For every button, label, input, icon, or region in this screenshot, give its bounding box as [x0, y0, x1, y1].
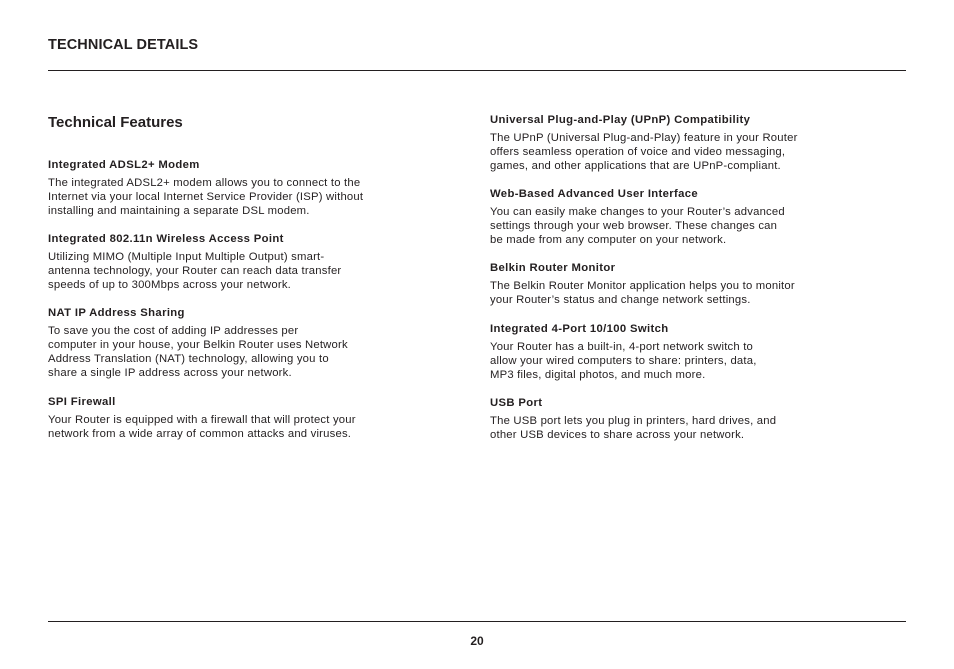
feature-body: The UPnP (Universal Plug-and-Play) feature in your Router offers seamless operation of voice and video messaging, games, and other applications that are UPnP-compliant. — [490, 132, 798, 172]
feature-title: Universal Plug-and-Play (UPnP) Compatibility — [490, 114, 751, 126]
feature-body: The integrated ADSL2+ modem allows you to connect to the Internet via your local Internet Service Provider (ISP) without installing and maintaining a separate DSL modem. — [48, 177, 364, 217]
feature-spi-firewall — [48, 395, 418, 441]
section-heading: Technical Features — [48, 114, 183, 131]
feature-body: Your Router is equipped with a firewall that will protect your network from a wide array of common attacks and viruses. — [48, 414, 356, 440]
feature-title: Web-Based Advanced User Interface — [490, 188, 699, 200]
feature-router-monitor — [490, 261, 860, 307]
feature-title: SPI Firewall — [48, 396, 116, 408]
feature-title: Belkin Router Monitor — [490, 262, 616, 274]
feature-body: The Belkin Router Monitor application helps you to monitor your Router’s status and change network settings. — [490, 280, 795, 306]
feature-body: To save you the cost of adding IP addresses per computer in your house, your Belkin Router uses Network Address Translation (NAT) technology, allowing you to share a single IP address across your network. — [48, 325, 348, 379]
feature-upnp — [490, 113, 860, 173]
feature-web-interface — [490, 187, 860, 247]
feature-body: The USB port lets you plug in printers, hard drives, and other USB devices to share across your network. — [490, 415, 777, 441]
feature-title: Integrated 4-Port 10/100 Switch — [490, 323, 669, 335]
feature-body: Utilizing MIMO (Multiple Input Multiple Output) smart- antenna technology, your Router can reach data transfer speeds of up to 300Mbps across your network. — [48, 251, 342, 291]
feature-title: Integrated ADSL2+ Modem — [48, 159, 200, 171]
feature-title: Integrated 802.11n Wireless Access Point — [48, 233, 284, 245]
feature-title: NAT IP Address Sharing — [48, 307, 185, 319]
feature-wireless-access-point — [48, 232, 418, 292]
header-divider — [48, 70, 906, 71]
footer-divider — [48, 621, 906, 622]
feature-nat-ip-sharing — [48, 306, 418, 380]
feature-usb-port — [490, 396, 860, 442]
feature-4-port-switch — [490, 322, 860, 382]
feature-title: USB Port — [490, 397, 543, 409]
feature-adsl-modem — [48, 158, 418, 218]
feature-body: Your Router has a built-in, 4-port network switch to allow your wired computers to share: printers, data, MP3 files, digital photos, and much more. — [490, 341, 757, 381]
feature-body: You can easily make changes to your Router’s advanced settings through your web browser. These changes can be made from any computer on your network. — [490, 206, 785, 246]
page-header-title: TECHNICAL DETAILS — [48, 37, 199, 53]
page-number: 20 — [470, 634, 484, 648]
